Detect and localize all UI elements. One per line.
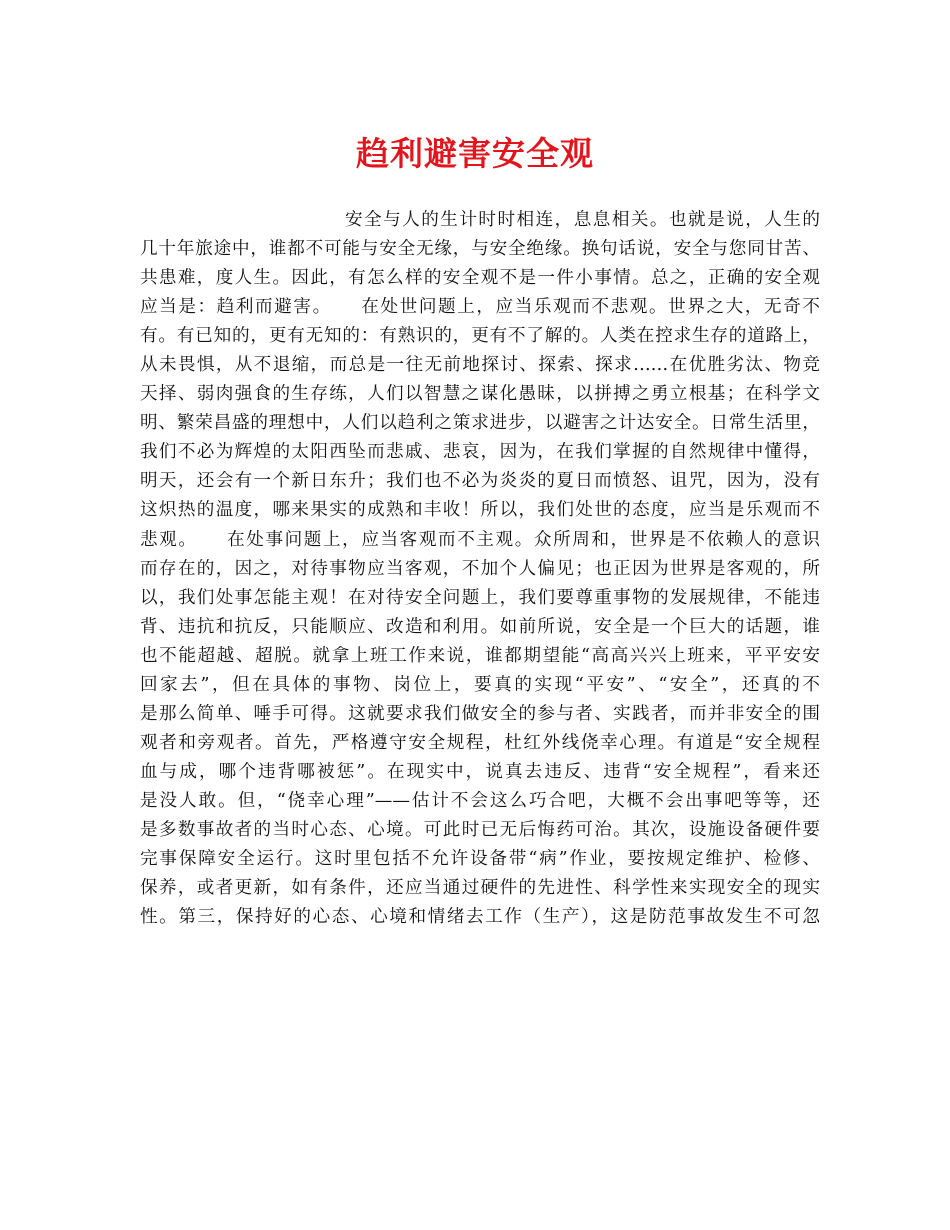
body-line: 保养，或者更新，如有条件，还应当通过硬件的先进性、科学性来实现安全的现实 bbox=[140, 878, 820, 899]
body-line: 背、违抗和抗反，只能顺应、改造和利用。如前所说，安全是一个巨大的话题，谁 bbox=[140, 616, 820, 637]
body-line: 几十年旅途中，谁都不可能与安全无缘，与安全绝缘。换句话说，安全与您同甘苦、 bbox=[140, 239, 820, 260]
body-line: 我们不必为辉煌的太阳西坠而悲戚、悲哀，因为，在我们掌握的自然规律中懂得， bbox=[140, 442, 820, 463]
body-line: 有。有已知的，更有无知的：有熟识的，更有不了解的。人类在控求生存的道路上， bbox=[140, 326, 820, 347]
body-line: 也不能超越、超脱。就拿上班工作来说，谁都期望能“高高兴兴上班来，平平安安 bbox=[140, 645, 820, 666]
body-line: 这炽热的温度，哪来果实的成熟和丰收！所以，我们处世的态度，应当是乐观而不 bbox=[140, 500, 820, 521]
body-line: 血与成，哪个违背哪被惩”。在现实中，说真去违反、违背“安全规程”，看来还 bbox=[140, 761, 820, 782]
body-line: 回家去”，但在具体的事物、岗位上，要真的实现“平安”、“安全”，还真的不 bbox=[140, 674, 820, 695]
body-line: 应当是：趋利而避害。 在处世问题上，应当乐观而不悲观。世界之大，无奇不 bbox=[140, 297, 820, 318]
body-line: 而存在的，因之，对待事物应当客观，不加个人偏见；也正因为世界是客观的，所 bbox=[140, 558, 820, 579]
body-line: 明、繁荣昌盛的理想中，人们以趋利之策求进步，以避害之计达安全。日常生活里， bbox=[140, 413, 820, 434]
body-line: 天择、弱肉强食的生存练，人们以智慧之谋化愚昧，以拼搏之勇立根基；在科学文 bbox=[140, 384, 820, 405]
body-line: 从未畏惧，从不退缩，而总是一往无前地探讨、探索、探求……在优胜劣汰、物竞 bbox=[140, 355, 820, 376]
body-line: 是多数事故者的当时心态、心境。可此时已无后悔药可治。其次，设施设备硬件要 bbox=[140, 819, 820, 840]
body-line: 完事保障安全运行。这时里包括不允许设备带“病”作业，要按规定维护、检修、 bbox=[140, 849, 820, 870]
body-line: 悲观。 在处事问题上，应当客观而不主观。众所周和，世界是不依赖人的意识 bbox=[140, 529, 820, 550]
body-line: 是那么简单、唾手可得。这就要求我们做安全的参与者、实践者，而并非安全的围 bbox=[140, 703, 820, 724]
body-line: 观者和旁观者。首先，严格遵守安全规程，杜红外线侥幸心理。有道是“安全规程 bbox=[140, 732, 820, 753]
document-body bbox=[140, 206, 820, 932]
body-line: 是没人敢。但，“侥幸心理”——估计不会这么巧合吧，大概不会出事吧等等，还 bbox=[140, 790, 820, 811]
body-line: 以，我们处事怎能主观！在对待安全问题上，我们要尊重事物的发展规律，不能违 bbox=[140, 587, 820, 608]
document-title: 趋利避害安全观 bbox=[356, 134, 594, 173]
body-line: 性。第三，保持好的心态、心境和情绪去工作（生产），这是防范事故发生不可忽 bbox=[140, 907, 820, 928]
body-line: 共患难，度人生。因此，有怎么样的安全观不是一件小事情。总之，正确的安全观 bbox=[140, 268, 820, 289]
body-line: 明天，还会有一个新日东升；我们也不必为炎炎的夏日而愤怒、诅咒，因为，没有 bbox=[140, 471, 820, 492]
body-line: 安全与人的生计时时相连，息息相关。也就是说，人生的 bbox=[345, 210, 820, 230]
